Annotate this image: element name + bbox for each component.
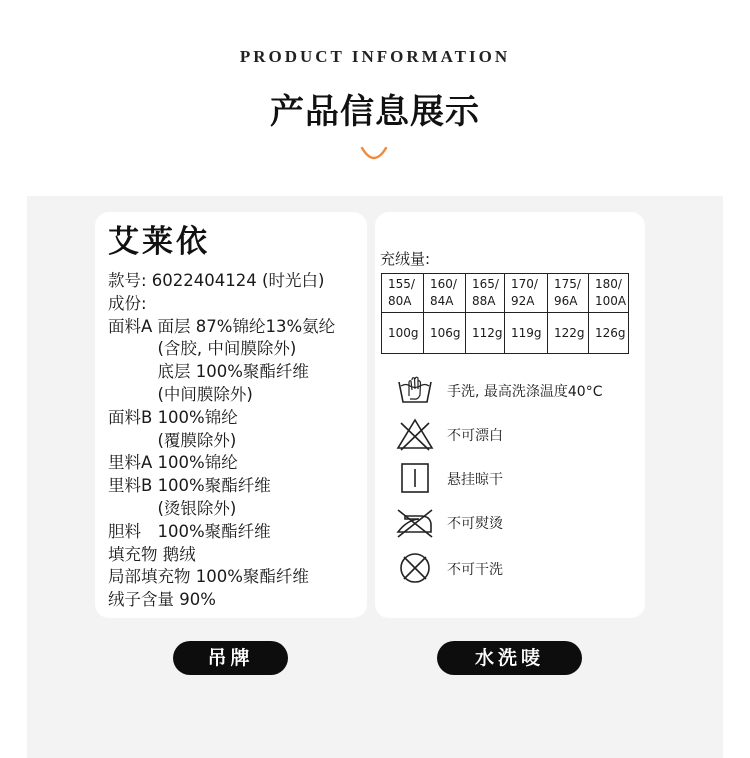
size-cell: 175/ 96A bbox=[548, 274, 589, 313]
care-label: 悬挂晾干 bbox=[447, 472, 503, 488]
no-bleach-icon bbox=[395, 416, 435, 452]
care-item-no-iron bbox=[395, 504, 635, 540]
size-cell: 170/ 92A bbox=[505, 274, 548, 313]
hand-wash-icon bbox=[395, 372, 435, 408]
chevron-down-icon bbox=[359, 144, 389, 164]
composition-list bbox=[108, 270, 366, 612]
weight-cell: 100g bbox=[382, 313, 424, 354]
care-label: 手洗, 最高洗涤温度40°C bbox=[447, 384, 603, 400]
care-item-no-dry-clean bbox=[395, 550, 635, 586]
care-label: 不可漂白 bbox=[447, 428, 503, 444]
composition-line: 里料A 100%锦纶 bbox=[108, 453, 238, 473]
size-row bbox=[382, 274, 629, 313]
composition-line: 局部填充物 100%聚酯纤维 bbox=[108, 567, 309, 587]
care-item-hand-wash bbox=[395, 372, 635, 408]
hang-tag-button[interactable]: 吊牌 bbox=[173, 641, 288, 675]
weight-cell: 112g bbox=[466, 313, 505, 354]
fill-amount-table bbox=[381, 273, 629, 354]
care-label: 不可干洗 bbox=[447, 562, 503, 578]
hang-dry-icon bbox=[395, 460, 435, 496]
composition-line: 胆料 100%聚酯纤维 bbox=[108, 521, 271, 541]
no-dry-clean-icon bbox=[395, 550, 435, 586]
size-cell: 180/ 100A bbox=[589, 274, 629, 313]
weight-row bbox=[382, 313, 629, 354]
section-title: 产品信息展示 bbox=[270, 92, 480, 132]
composition-line: 成份: bbox=[108, 293, 147, 313]
section-subtitle-en: PRODUCT INFORMATION bbox=[239, 47, 511, 66]
composition-line: 填充物 鹅绒 bbox=[108, 544, 196, 564]
no-iron-icon bbox=[395, 504, 435, 540]
care-label: 不可熨烫 bbox=[447, 516, 503, 532]
composition-line: (中间膜除外) bbox=[108, 384, 253, 404]
composition-line: 里料B 100%聚酯纤维 bbox=[108, 476, 271, 496]
weight-cell: 106g bbox=[424, 313, 466, 354]
composition-line: (覆膜除外) bbox=[108, 430, 237, 450]
composition-line: 款号: 6022404124 (时光白) bbox=[108, 271, 325, 290]
composition-line: (含胶, 中间膜除外) bbox=[108, 339, 297, 359]
composition-line: (烫银除外) bbox=[108, 498, 237, 518]
brand-name: 艾莱依 bbox=[108, 224, 210, 260]
wash-label-button[interactable]: 水洗唛 bbox=[437, 641, 582, 675]
size-cell: 160/ 84A bbox=[424, 274, 466, 313]
weight-cell: 126g bbox=[589, 313, 629, 354]
composition-line: 面料A 面层 87%锦纶13%氨纶 bbox=[108, 316, 336, 336]
care-item-no-bleach bbox=[395, 416, 635, 452]
weight-cell: 119g bbox=[505, 313, 548, 354]
composition-line: 绒子含量 90% bbox=[108, 590, 216, 610]
size-cell: 155/ 80A bbox=[382, 274, 424, 313]
fill-amount-title: 充绒量: bbox=[380, 250, 431, 268]
composition-line: 面料B 100%锦纶 bbox=[108, 407, 238, 427]
care-item-hang-dry bbox=[395, 460, 635, 496]
composition-line: 底层 100%聚酯纤维 bbox=[108, 362, 309, 382]
weight-cell: 122g bbox=[548, 313, 589, 354]
size-cell: 165/ 88A bbox=[466, 274, 505, 313]
